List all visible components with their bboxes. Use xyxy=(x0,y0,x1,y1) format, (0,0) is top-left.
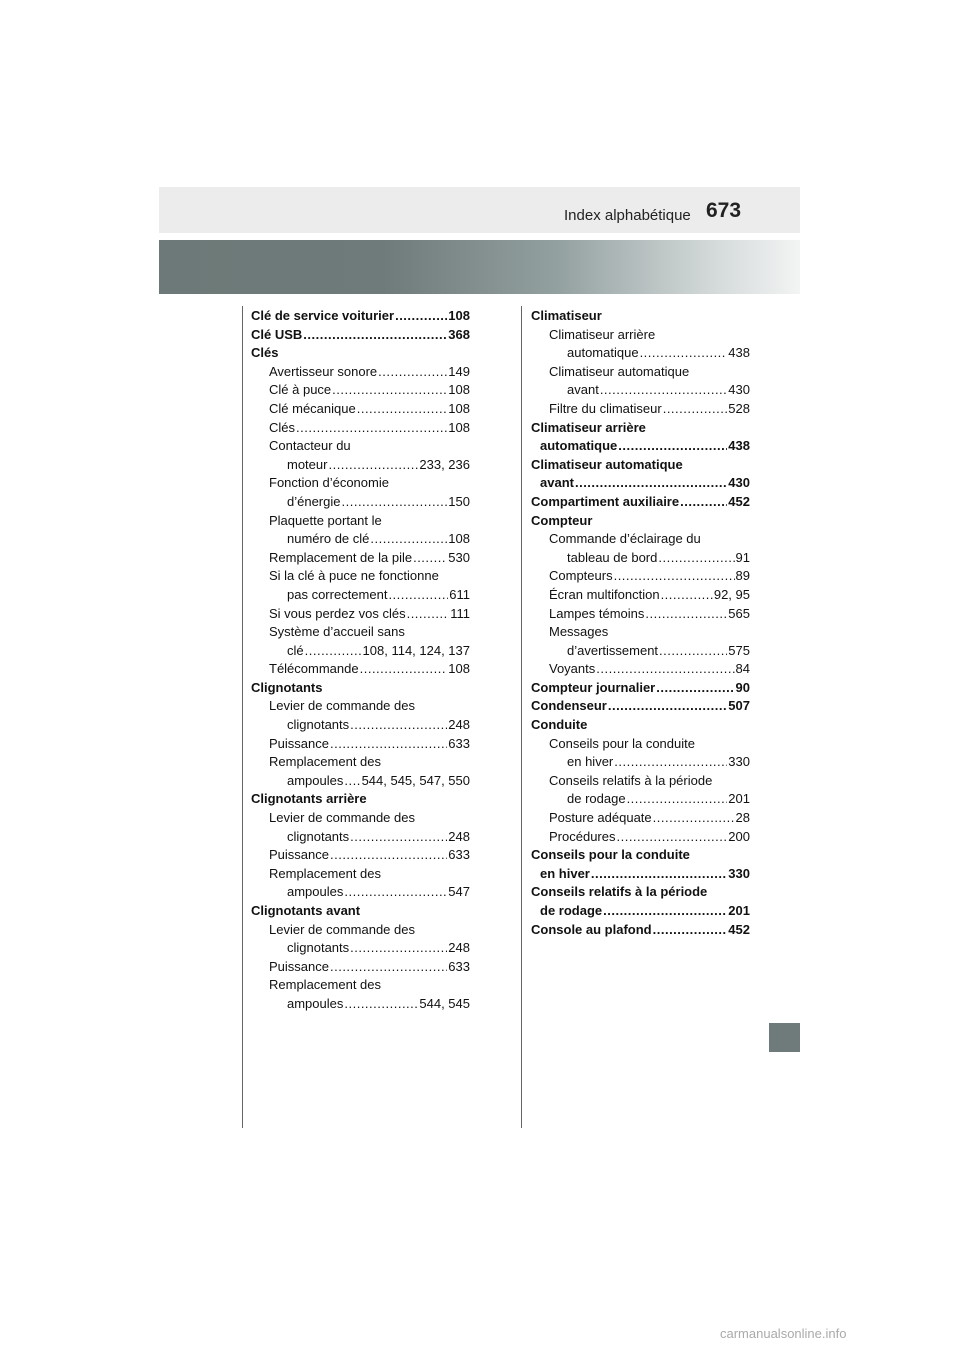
index-subentry: Posture adéquate ..... 28 xyxy=(531,809,750,828)
index-subentry-line: Plaquette portant le xyxy=(269,512,382,528)
index-entry: Clé de service voiturier ..... 108 xyxy=(251,307,470,326)
index-subentry-line: Système d’accueil sans xyxy=(269,624,405,640)
page-number: 673 xyxy=(706,199,742,222)
index-subentry: clignotants ..... 248 xyxy=(251,716,470,735)
index-entry: Clé USB ..... 368 xyxy=(251,326,470,345)
index-subentry-line: Remplacement des xyxy=(269,977,381,993)
index-subentry: clignotants ..... 248 xyxy=(251,828,470,847)
index-subentry: ampoules ..... 544, 545 xyxy=(251,995,470,1014)
index-entry-line: Climatiseur arrière xyxy=(531,419,646,435)
index-entry-line: Conseils pour la conduite xyxy=(531,847,690,863)
index-entry: Compartiment auxiliaire ..... 452 xyxy=(531,493,750,512)
index-subentry-line: Conseils pour la conduite xyxy=(549,735,695,751)
index-subentry: avant ..... 430 xyxy=(531,381,750,400)
index-entry: automatique ..... 438 xyxy=(531,437,750,456)
index-heading: Climatiseur xyxy=(531,308,602,323)
index-subentry-line: Levier de commande des xyxy=(269,810,415,826)
index-subentry: Écran multifonction ..... 92, 95 xyxy=(531,586,750,605)
section-title: Index alphabétique xyxy=(564,207,691,224)
index-subentry: Si vous perdez vos clés ..... 111 xyxy=(251,605,470,624)
index-subentry: ampoules ..... 547 xyxy=(251,883,470,902)
index-subentry: Clés ..... 108 xyxy=(251,419,470,438)
index-heading: Conduite xyxy=(531,717,588,733)
index-subentry: automatique ..... 438 xyxy=(531,344,750,363)
index-subentry-line: Remplacement des xyxy=(269,754,381,770)
index-subentry: d’énergie ..... 150 xyxy=(251,493,470,512)
index-subentry: numéro de clé ..... 108 xyxy=(251,530,470,549)
header-band xyxy=(159,187,800,233)
index-subentry-line: Commande d’éclairage du xyxy=(549,531,701,547)
index-subentry-line: Levier de commande des xyxy=(269,698,415,714)
index-subentry: Lampes témoins ..... 565 xyxy=(531,605,750,624)
index-subentry: pas correctement ..... 611 xyxy=(251,586,470,605)
index-subentry: tableau de bord ..... 91 xyxy=(531,549,750,568)
index-column-left xyxy=(251,307,470,1014)
index-entry: avant ..... 430 xyxy=(531,474,750,493)
index-entry-line: Conseils relatifs à la période xyxy=(531,884,708,900)
index-subentry-line: Levier de commande des xyxy=(269,921,415,937)
index-subentry: clignotants ..... 248 xyxy=(251,939,470,958)
index-subentry: de rodage ..... 201 xyxy=(531,790,750,809)
index-subentry: Clé mécanique ..... 108 xyxy=(251,400,470,419)
index-entry: Condenseur ..... 507 xyxy=(531,697,750,716)
index-subentry-line: Messages xyxy=(549,624,609,640)
index-heading: Compteur xyxy=(531,512,593,528)
index-subentry: Procédures ..... 200 xyxy=(531,828,750,847)
index-subentry-line: Conseils relatifs à la période xyxy=(549,772,713,788)
index-subentry: en hiver ..... 330 xyxy=(531,753,750,772)
index-column-right xyxy=(531,307,750,939)
index-subentry: clé ..... 108, 114, 124, 137 xyxy=(251,642,470,661)
watermark: carmanualsonline.info xyxy=(720,1326,847,1341)
index-subentry: Puissance ..... 633 xyxy=(251,735,470,754)
index-heading: Clignotants avant xyxy=(251,903,361,918)
index-subentry-line: Fonction d’économie xyxy=(269,475,389,491)
index-subentry: Compteurs ..... 89 xyxy=(531,567,750,586)
column-rule-left xyxy=(242,306,243,1128)
index-heading: Clés xyxy=(251,345,279,361)
index-subentry-line: Remplacement des xyxy=(269,865,381,881)
index-entry: en hiver ..... 330 xyxy=(531,865,750,884)
index-subentry: Télécommande ..... 108 xyxy=(251,660,470,679)
index-subentry: ampoules ..... 544, 545, 547, 550 xyxy=(251,772,470,791)
index-subentry: Remplacement de la pile ..... 530 xyxy=(251,549,470,568)
index-subentry: Puissance ..... 633 xyxy=(251,958,470,977)
decorative-gradient-band xyxy=(159,240,800,294)
column-rule-middle xyxy=(521,306,522,1128)
index-subentry-line: Si la clé à puce ne fonctionne xyxy=(269,568,439,584)
index-subentry: Avertisseur sonore ..... 149 xyxy=(251,363,470,382)
index-subentry-line: Climatiseur automatique xyxy=(549,363,690,379)
index-subentry: moteur ..... 233, 236 xyxy=(251,456,470,475)
index-subentry: Voyants ..... 84 xyxy=(531,660,750,679)
index-entry-line: Climatiseur automatique xyxy=(531,456,683,472)
index-subentry: d’avertissement ..... 575 xyxy=(531,642,750,661)
index-subentry: Filtre du climatiseur ..... 528 xyxy=(531,400,750,419)
chapter-tab-marker xyxy=(769,1023,800,1052)
index-heading: Clignotants arrière xyxy=(251,791,367,807)
index-subentry: Clé à puce ..... 108 xyxy=(251,381,470,400)
index-subentry-line: Contacteur du xyxy=(269,438,351,454)
index-entry: de rodage ..... 201 xyxy=(531,902,750,921)
index-entry: Console au plafond ..... 452 xyxy=(531,921,750,940)
index-heading: Clignotants xyxy=(251,679,323,695)
index-subentry-line: Climatiseur arrière xyxy=(549,326,656,342)
index-subentry: Puissance ..... 633 xyxy=(251,846,470,865)
index-entry: Compteur journalier ..... 90 xyxy=(531,679,750,698)
